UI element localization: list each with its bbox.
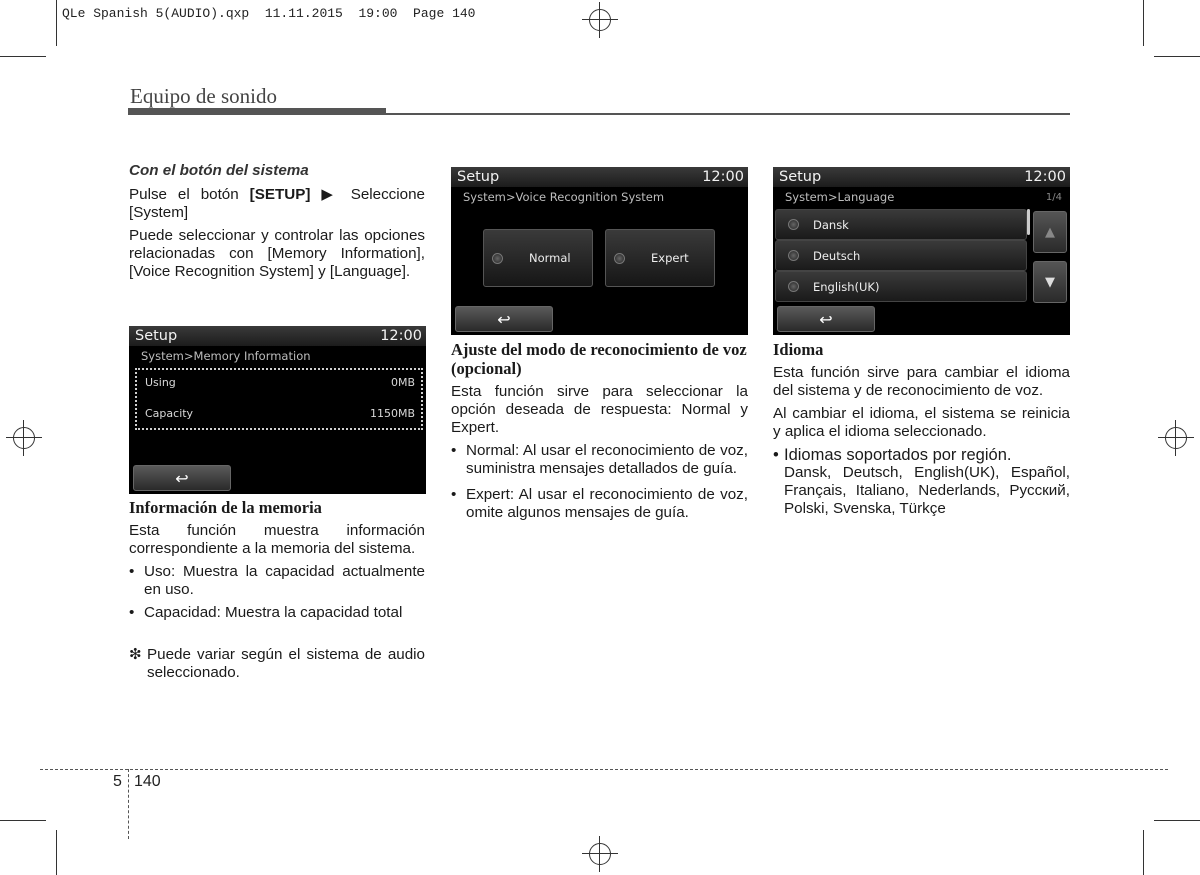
back-icon: ↩: [175, 468, 189, 488]
setup-key-label: [SETUP]: [249, 186, 311, 203]
text: Expert: Al usar el reconocimiento de voz, omite algunos mensajes de guía.: [466, 486, 748, 521]
screen-title: Setup: [457, 169, 500, 185]
button-label: Normal: [529, 251, 571, 265]
language-label: English(UK): [813, 279, 880, 294]
memory-row-capacity: [145, 407, 415, 420]
bullet-icon: •: [129, 604, 135, 621]
text: Normal: Al usar el reconocimiento de voz, suministra mensajes detallados de guía.: [466, 442, 748, 477]
heading-voice: Ajuste del modo de reconocimiento de voz (opcional): [451, 340, 747, 378]
memory-value: 0MB: [390, 376, 415, 389]
chapter-number: 5: [113, 773, 122, 790]
screen-voice-recognition: [451, 167, 748, 335]
crop-mark: [1154, 56, 1200, 57]
radio-icon: [788, 250, 799, 261]
crop-mark: [56, 830, 57, 875]
chevron-up-icon: ▲: [1045, 224, 1055, 240]
memory-row-using: [145, 376, 415, 389]
screen-top-bar: [129, 326, 426, 346]
note: [129, 646, 425, 682]
language-item-deutsch[interactable]: [775, 240, 1027, 271]
scroll-down-button[interactable]: [1033, 261, 1067, 303]
bullet-icon: •: [773, 446, 779, 464]
paragraph: Esta función muestra información correspondiente a la memoria del sistema.: [129, 522, 425, 557]
back-button[interactable]: [777, 306, 875, 332]
back-button[interactable]: [133, 465, 231, 491]
paragraph: Al cambiar el idioma, el sistema se reinicia y aplica el idioma seleccionado.: [773, 405, 1070, 440]
text: Pulse el botón: [129, 186, 250, 203]
crop-mark: [56, 0, 57, 46]
screen-clock: 12:00: [1024, 169, 1066, 185]
text: Idiomas soportados por región.: [784, 446, 1012, 464]
page-indicator: 1/4: [1045, 191, 1062, 203]
list-item: [773, 446, 1070, 464]
language-item-english-uk[interactable]: [775, 271, 1027, 302]
list-item: [451, 442, 748, 478]
list-item: [129, 604, 425, 622]
bullet-icon: •: [451, 442, 457, 459]
column-3-language: [773, 340, 1070, 523]
arrow-right-icon: ▶: [321, 186, 340, 203]
screen-path: System>Voice Recognition System: [463, 190, 665, 204]
title-rule: [386, 113, 1070, 115]
section-title: Equipo de sonido: [130, 84, 277, 108]
footer-divider: [128, 769, 129, 839]
column-1-intro: [129, 162, 425, 286]
languages-list: Dansk, Deutsch, English(UK), Español, Français, Italiano, Nederlands, Русский, Polski, Svenska, Türkçe: [784, 464, 1070, 517]
radio-icon: [614, 253, 625, 264]
registration-mark-icon: [1158, 420, 1194, 456]
paragraph: Puede seleccionar y controlar las opciones relacionadas con [Memory Information], [Voice Recognition System] y [Language].: [129, 227, 425, 280]
back-icon: ↩: [497, 309, 511, 329]
radio-icon: [492, 253, 503, 264]
footer-rule: [40, 769, 1168, 770]
mode-expert-button[interactable]: [605, 229, 715, 287]
list-item: [129, 563, 425, 599]
registration-mark-icon: [6, 420, 42, 456]
language-item-dansk[interactable]: [775, 209, 1027, 240]
text: Seleccione [System]: [129, 186, 425, 221]
screen-top-bar: [451, 167, 748, 187]
crop-mark: [0, 56, 46, 57]
path-text: System>Language: [785, 190, 895, 204]
screen-language: [773, 167, 1070, 335]
language-label: Deutsch: [813, 248, 861, 263]
screen-clock: 12:00: [380, 328, 422, 344]
radio-icon: [788, 219, 799, 230]
list-item: [451, 486, 748, 522]
radio-icon: [788, 281, 799, 292]
text: Puede variar según el sistema de audio seleccionado.: [147, 646, 425, 681]
memory-label: Capacity: [145, 407, 194, 420]
bullet-icon: •: [451, 486, 457, 503]
paragraph: Esta función sirve para cambiar el idioma del sistema y de reconocimiento de voz.: [773, 364, 1070, 399]
scrollbar[interactable]: [1027, 209, 1030, 235]
paragraph: Esta función sirve para seleccionar la opción deseada de respuesta: Normal y Expert.: [451, 383, 748, 436]
column-2-voice: [451, 340, 748, 527]
screen-memory-information: [129, 326, 426, 494]
column-1-memory: [129, 498, 425, 682]
text: Uso: Muestra la capacidad actualmente en uso.: [144, 563, 425, 598]
scroll-up-button[interactable]: [1033, 211, 1067, 253]
text: Capacidad: Muestra la capacidad total: [144, 604, 403, 621]
screen-title: Setup: [135, 328, 178, 344]
heading-memory: Información de la memoria: [129, 498, 322, 517]
mode-normal-button[interactable]: [483, 229, 593, 287]
language-label: Dansk: [813, 217, 849, 232]
crop-mark: [1143, 830, 1144, 875]
print-header: QLe Spanish 5(AUDIO).qxp 11.11.2015 19:00 Page 140: [62, 6, 476, 21]
screen-title: Setup: [779, 169, 822, 185]
memory-label: Using: [145, 376, 176, 389]
crop-mark: [1154, 820, 1200, 821]
memory-info-box: [135, 368, 423, 430]
back-button[interactable]: [455, 306, 553, 332]
bullet-icon: •: [129, 563, 135, 580]
subheading: Con el botón del sistema: [129, 162, 309, 179]
button-label: Expert: [651, 251, 689, 265]
screen-clock: 12:00: [702, 169, 744, 185]
page-number: 140: [134, 773, 161, 790]
chevron-down-icon: ▼: [1045, 274, 1055, 290]
crop-mark: [1143, 0, 1144, 46]
title-rule: [128, 108, 386, 115]
registration-mark-icon: [582, 836, 618, 872]
back-icon: ↩: [819, 309, 833, 329]
screen-top-bar: [773, 167, 1070, 187]
screen-path: System>Memory Information: [141, 349, 311, 363]
heading-language: Idioma: [773, 340, 824, 359]
crop-mark: [0, 820, 46, 821]
paragraph: [129, 186, 425, 222]
registration-mark-icon: [582, 2, 618, 38]
screen-path: [773, 187, 1070, 207]
note-icon: ❇: [129, 646, 142, 663]
memory-value: 1150MB: [369, 407, 415, 420]
